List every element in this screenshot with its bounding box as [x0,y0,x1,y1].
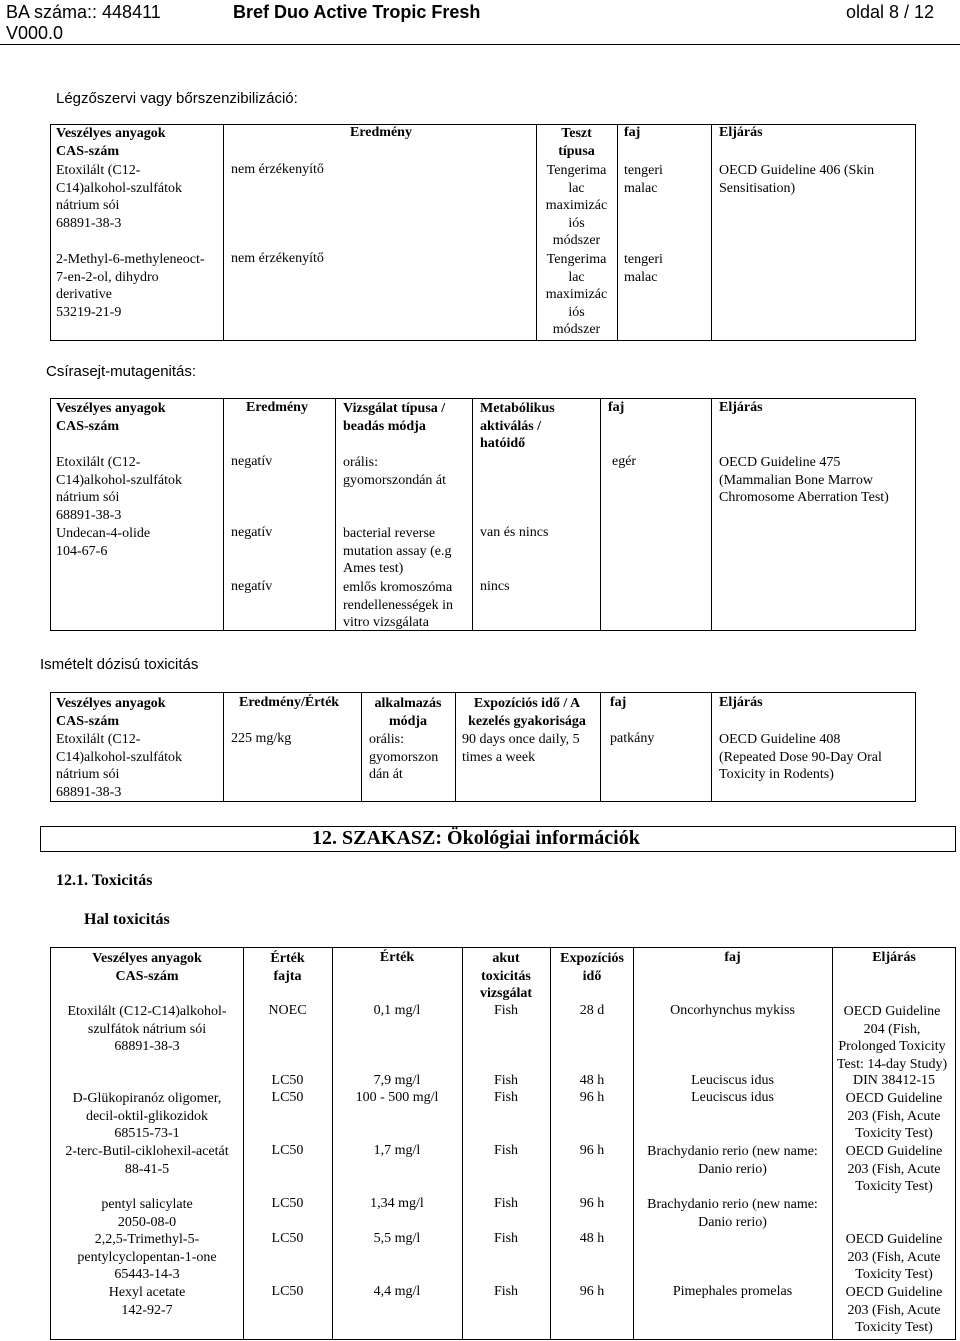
repeat-section-title: Ismételt dózisú toxicitás [40,656,199,673]
fish-row-value: 7,9 mg/l [373,1073,421,1088]
muta-row3-result: negatív [231,579,273,594]
divider [711,398,712,631]
repeat-row1-method: OECD Guideline 408 (Repeated Dose 90-Day Oral Toxicity in Rodents) [719,732,882,782]
divider [633,947,634,1340]
divider [361,692,362,802]
resp-row1-test-type: Tengerima lac maximizác iós módszer [545,163,608,248]
muta-section-title: Csírasejt-mutagenitás: [46,363,197,380]
fish-row-value: 4,4 mg/l [373,1284,421,1299]
divider [462,947,463,1340]
divider [455,692,456,802]
divider [550,947,551,1340]
divider [243,947,244,1340]
fish-row-species: Leuciscus idus [691,1090,774,1105]
muta-row2-test-type: bacterial reverse mutation assay (e.g Ames test) [343,526,452,576]
divider [332,947,333,1340]
fish-header-test: akut toxicitás vizsgálat [479,951,533,1001]
resp-row2-substance: 2-Methyl-6-methyleneoct- 7-en-2-ol, dihydro derivative 53219-21-9 [56,252,205,320]
fish-row-exposure: 96 h [579,1143,605,1158]
fish-row-value-type: LC50 [271,1143,304,1158]
resp-row2-species: tengeri malac [624,252,663,285]
divider [472,398,473,631]
fish-header-value: Érték [379,950,415,965]
repeat-header-substance: Veszélyes anyagok CAS-szám [56,696,166,729]
fish-substance: pentyl salicylate 2050-08-0 [101,1197,193,1230]
fish-row-value-type: NOEC [268,1003,307,1018]
divider [617,124,618,341]
divider [223,124,224,341]
muta-row2-activation: van és nincs [480,525,549,540]
muta-header-substance: Veszélyes anyagok CAS-szám [56,401,166,434]
fish-header-value-type: Érték fajta [270,951,305,984]
muta-header-result: Eredmény [246,400,308,415]
resp-header-test-type: Teszt típusa [558,126,595,159]
repeat-header-result: Eredmény/Érték [239,695,340,710]
resp-row1-species: tengeri malac [624,163,663,196]
fish-row-species: Leuciscus idus [691,1073,774,1088]
section12-title: 12. SZAKASZ: Ökológiai információk [312,827,640,849]
muta-header-activation: Metabólikus aktiválás / hatóidő [480,401,555,451]
fish-row-exposure: 96 h [579,1284,605,1299]
fish-row-exposure: 48 h [579,1073,605,1088]
fish-row-value: 100 - 500 mg/l [355,1090,439,1105]
fish-substance: D-Glükopiranóz oligomer, decil-oktil-glikozidok 68515-73-1 [72,1091,222,1141]
fish-row-species: Pimephales promelas [672,1284,793,1299]
product-title: Bref Duo Active Tropic Fresh [233,2,481,22]
version: V000.0 [6,23,64,43]
fish-header-species: faj [724,950,741,965]
divider [223,692,224,802]
section12-sub-title: 12.1. Toxicitás [56,872,153,889]
fish-row-test: Fish [493,1090,519,1105]
fish-row-value: 5,5 mg/l [373,1231,421,1246]
muta-row3-activation: nincs [480,579,510,594]
muta-row1-test-type: orális: gyomorszondán át [343,455,447,488]
fish-row-test: Fish [493,1073,519,1088]
repeat-row1-substance: Etoxilált (C12- C14)alkohol-szulfátok nátrium sói 68891-38-3 [56,732,182,800]
fish-row-species: Brachydanio rerio (new name: Danio rerio) [647,1197,818,1230]
muta-row1-result: negatív [231,454,273,469]
fish-row-value-type: LC50 [271,1196,304,1211]
divider [711,692,712,802]
fish-row-exposure: 96 h [579,1196,605,1211]
fish-row-value-type: LC50 [271,1073,304,1088]
repeat-row1-result: 225 mg/kg [231,731,292,746]
fish-substance: Hexyl acetate 142-92-7 [108,1285,186,1318]
muta-row2-result: negatív [231,525,273,540]
page-number: oldal 8 / 12 [846,2,935,22]
fish-toxicity-title: Hal toxicitás [84,911,170,928]
divider [335,398,336,631]
fish-row-exposure: 96 h [579,1090,605,1105]
fish-header-method: Eljárás [872,950,916,965]
divider [536,124,537,341]
resp-header-result: Eredmény [350,125,412,140]
fish-row-method: OECD Guideline 203 (Fish, Acute Toxicity Test) [845,1144,943,1194]
fish-row-test: Fish [493,1284,519,1299]
fish-row-method: OECD Guideline 203 (Fish, Acute Toxicity Test) [845,1285,943,1335]
fish-row-species: Oncorhynchus mykiss [670,1003,795,1018]
divider [600,398,601,631]
fish-header-substance: Veszélyes anyagok CAS-szám [92,951,202,984]
resp-row1-method: OECD Guideline 406 (Skin Sensitisation) [719,163,875,196]
fish-header-exposure: Expozíciós idő [560,951,624,984]
fish-row-value-type: LC50 [271,1231,304,1246]
header-divider [0,44,960,45]
repeat-row1-species: patkány [610,731,655,746]
resp-row2-result: nem érzékenyítő [231,251,324,266]
fish-row-value: 1,7 mg/l [373,1143,421,1158]
muta-row3-test-type: emlős kromoszóma rendellenességek in vitro vizsgálata [343,580,454,630]
resp-row1-substance: Etoxilált (C12- C14)alkohol-szulfátok nátrium sói 68891-38-3 [56,163,182,231]
fish-row-test: Fish [493,1143,519,1158]
fish-row-value: 1,34 mg/l [370,1196,424,1211]
fish-row-method: OECD Guideline 203 (Fish, Acute Toxicity Test) [845,1091,943,1141]
repeat-header-species: faj [610,695,627,710]
fish-substance: Etoxilált (C12-C14)alkohol- szulfátok nátrium sói 68891-38-3 [67,1004,227,1054]
repeat-row1-route: orális: gyomorszon dán át [369,732,439,782]
fish-row-exposure: 48 h [579,1231,605,1246]
muta-row2-substance: Undecan-4-olide 104-67-6 [56,526,151,559]
repeat-header-method: Eljárás [719,695,763,710]
fish-row-test: Fish [493,1231,519,1246]
resp-header-species: faj [624,125,641,140]
muta-row1-substance: Etoxilált (C12- C14)alkohol-szulfátok nátrium sói 68891-38-3 [56,455,182,523]
fish-row-species: Brachydanio rerio (new name: Danio rerio) [647,1144,818,1177]
divider [600,692,601,802]
divider [711,124,712,341]
muta-header-method: Eljárás [719,400,763,415]
fish-row-method: DIN 38412-15 [852,1073,936,1088]
resp-row1-result: nem érzékenyítő [231,162,324,177]
divider [223,398,224,631]
fish-row-value: 0,1 mg/l [373,1003,421,1018]
fish-row-method: OECD Guideline 204 (Fish, Prolonged Toxicity Test: 14-day Study) [836,1004,948,1072]
muta-header-species: faj [608,400,625,415]
resp-row2-test-type: Tengerima lac maximizác iós módszer [545,252,608,337]
repeat-header-exposure: Expozíciós idő / A kezelés gyakorisága [468,696,586,729]
resp-header-substance: Veszélyes anyagok CAS-szám [56,126,166,159]
document-id: BA száma:: 448411 [6,2,161,22]
fish-row-value-type: LC50 [271,1284,304,1299]
resp-header-method: Eljárás [719,125,763,140]
fish-substance: 2-terc-Butil-ciklohexil-acetát 88-41-5 [65,1144,229,1177]
muta-row1-species: egér [612,454,637,469]
fish-substance: 2,2,5-Trimethyl-5- pentylcyclopentan-1-one 65443-14-3 [77,1232,217,1282]
muta-row1-method: OECD Guideline 475 (Mammalian Bone Marrow Chromosome Aberration Test) [719,455,889,505]
fish-row-test: Fish [493,1196,519,1211]
repeat-header-route: alkalmazás módja [374,696,442,729]
fish-row-method: OECD Guideline 203 (Fish, Acute Toxicity Test) [845,1232,943,1282]
fish-row-test: Fish [493,1003,519,1018]
fish-row-value-type: LC50 [271,1090,304,1105]
muta-header-test-type: Vizsgálat típusa / beadás módja [343,401,446,434]
fish-row-exposure: 28 d [579,1003,605,1018]
resp-section-title: Légzőszervi vagy bőrszenzibilizáció: [56,90,298,107]
repeat-row1-exposure: 90 days once daily, 5 times a week [462,732,580,765]
